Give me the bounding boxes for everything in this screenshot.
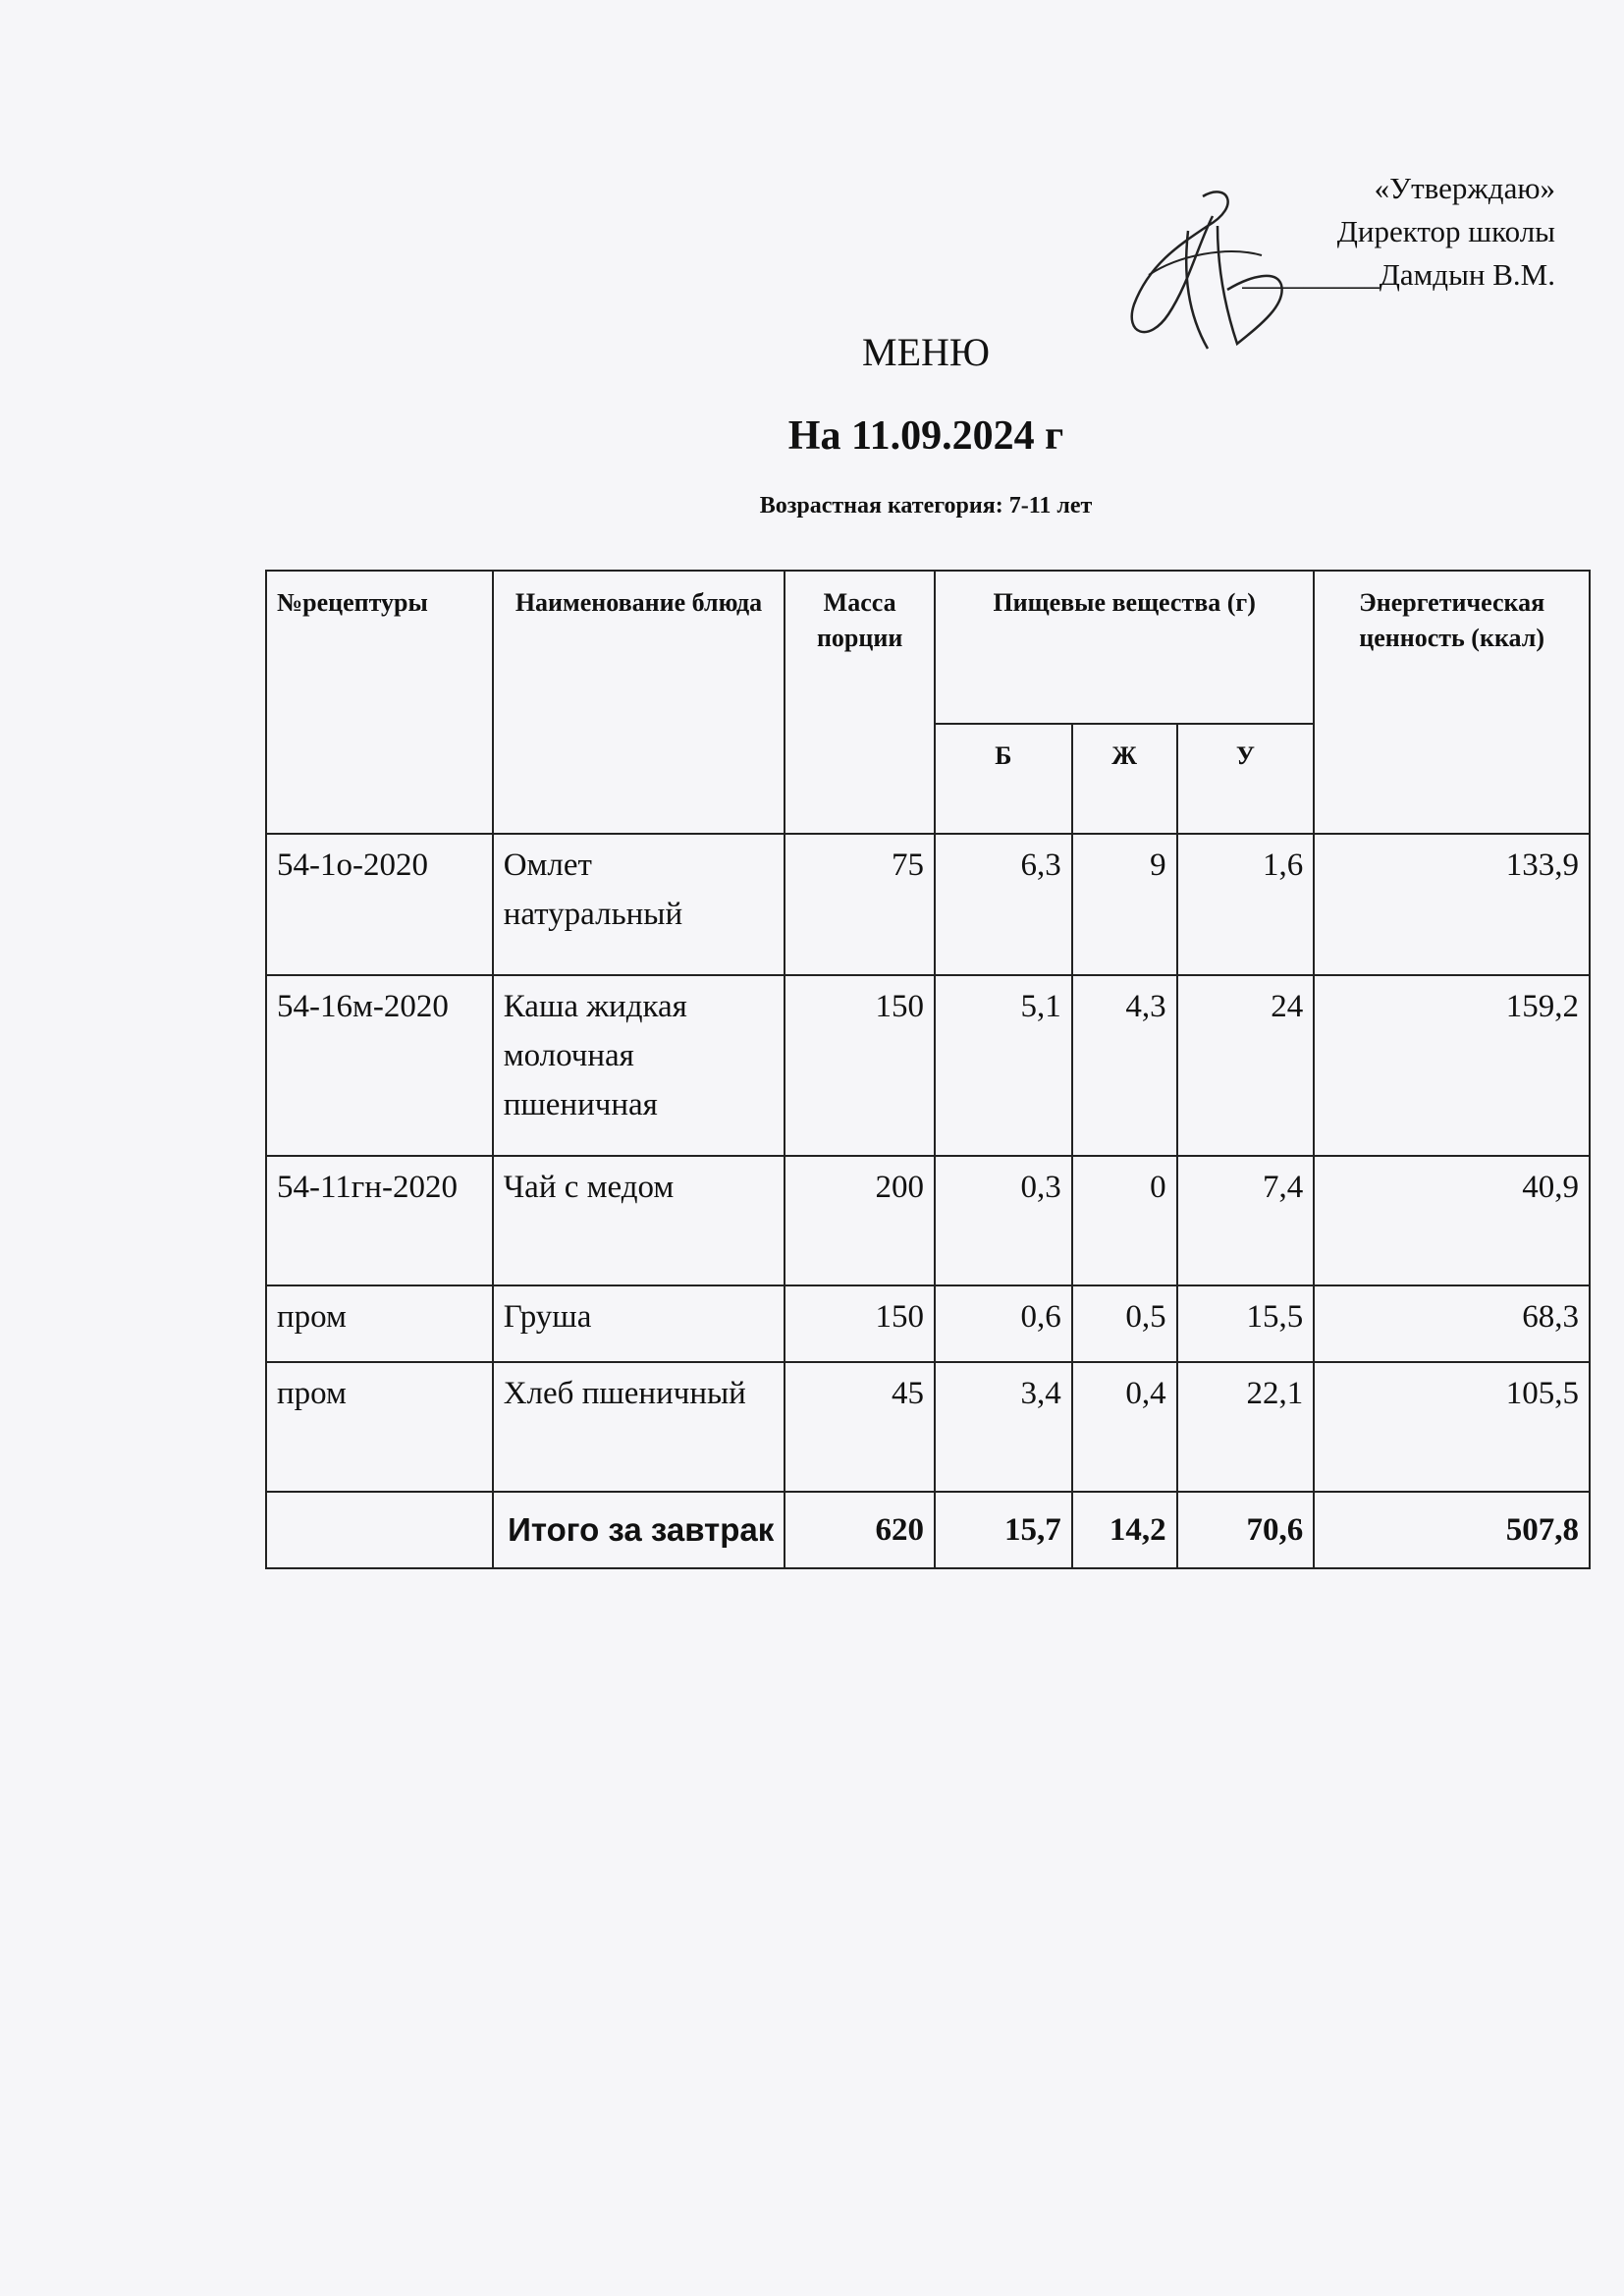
total-fats: 14,2	[1072, 1492, 1177, 1568]
approval-signatory: _________Дамдын В.М.	[1242, 257, 1555, 292]
portion-mass: 75	[785, 834, 935, 975]
carbs-value: 22,1	[1177, 1362, 1315, 1492]
proteins-value: 0,6	[935, 1285, 1072, 1362]
recipe-code: 54-11гн-2020	[266, 1156, 493, 1285]
dish-name: Груша	[493, 1285, 785, 1362]
table-row	[266, 975, 1590, 1156]
header-energy: Энергетическая ценность (ккал)	[1314, 571, 1590, 834]
energy-value: 105,5	[1314, 1362, 1590, 1492]
portion-mass: 200	[785, 1156, 935, 1285]
fats-value: 0,4	[1072, 1362, 1177, 1492]
total-mass: 620	[785, 1492, 935, 1568]
dish-name: Чай с медом	[493, 1156, 785, 1285]
total-carbs: 70,6	[1177, 1492, 1315, 1568]
menu-date: На 11.09.2024 г	[787, 413, 1064, 459]
portion-mass: 150	[785, 1285, 935, 1362]
carbs-value: 7,4	[1177, 1156, 1315, 1285]
table-row	[266, 834, 1590, 975]
recipe-code: 54-16м-2020	[266, 975, 493, 1156]
fats-value: 0,5	[1072, 1285, 1177, 1362]
total-empty-cell	[266, 1492, 493, 1568]
carbs-value: 15,5	[1177, 1285, 1315, 1362]
recipe-code: 54-1о-2020	[266, 834, 493, 975]
header-carbs: У	[1177, 724, 1315, 834]
dish-name: Омлет натуральный	[493, 834, 785, 975]
dish-name: Хлеб пшеничный	[493, 1362, 785, 1492]
proteins-value: 5,1	[935, 975, 1072, 1156]
table-row	[266, 1362, 1590, 1492]
proteins-value: 6,3	[935, 834, 1072, 975]
approval-position: Директор школы	[1336, 214, 1555, 248]
fats-value: 0	[1072, 1156, 1177, 1285]
header-dish: Наименование блюда	[493, 571, 785, 834]
total-proteins: 15,7	[935, 1492, 1072, 1568]
header-mass: Масса порции	[785, 571, 935, 834]
energy-value: 133,9	[1314, 834, 1590, 975]
header-recipe: №рецептуры	[266, 571, 493, 834]
age-category: Возрастная категория: 7-11 лет	[759, 493, 1093, 519]
energy-value: 159,2	[1314, 975, 1590, 1156]
menu-table	[265, 570, 1591, 1569]
recipe-code: пром	[266, 1285, 493, 1362]
proteins-value: 3,4	[935, 1362, 1072, 1492]
header-fats: Ж	[1072, 724, 1177, 834]
total-energy: 507,8	[1314, 1492, 1590, 1568]
header-proteins: Б	[935, 724, 1072, 834]
portion-mass: 150	[785, 975, 935, 1156]
dish-name: Каша жидкая молочная пшеничная	[493, 975, 785, 1156]
table-header-row	[266, 571, 1590, 724]
table-row	[266, 1156, 1590, 1285]
energy-value: 40,9	[1314, 1156, 1590, 1285]
document-heading	[265, 329, 1587, 519]
recipe-code: пром	[266, 1362, 493, 1492]
energy-value: 68,3	[1314, 1285, 1590, 1362]
carbs-value: 24	[1177, 975, 1315, 1156]
fats-value: 9	[1072, 834, 1177, 975]
approval-title: «Утверждаю»	[1374, 171, 1555, 205]
document-title: МЕНЮ	[862, 330, 990, 374]
header-nutrients: Пищевые вещества (г)	[935, 571, 1314, 724]
proteins-value: 0,3	[935, 1156, 1072, 1285]
carbs-value: 1,6	[1177, 834, 1315, 975]
table-row	[266, 1285, 1590, 1362]
fats-value: 4,3	[1072, 975, 1177, 1156]
table-total-row	[266, 1492, 1590, 1568]
total-label: Итого за завтрак	[493, 1492, 785, 1568]
portion-mass: 45	[785, 1362, 935, 1492]
